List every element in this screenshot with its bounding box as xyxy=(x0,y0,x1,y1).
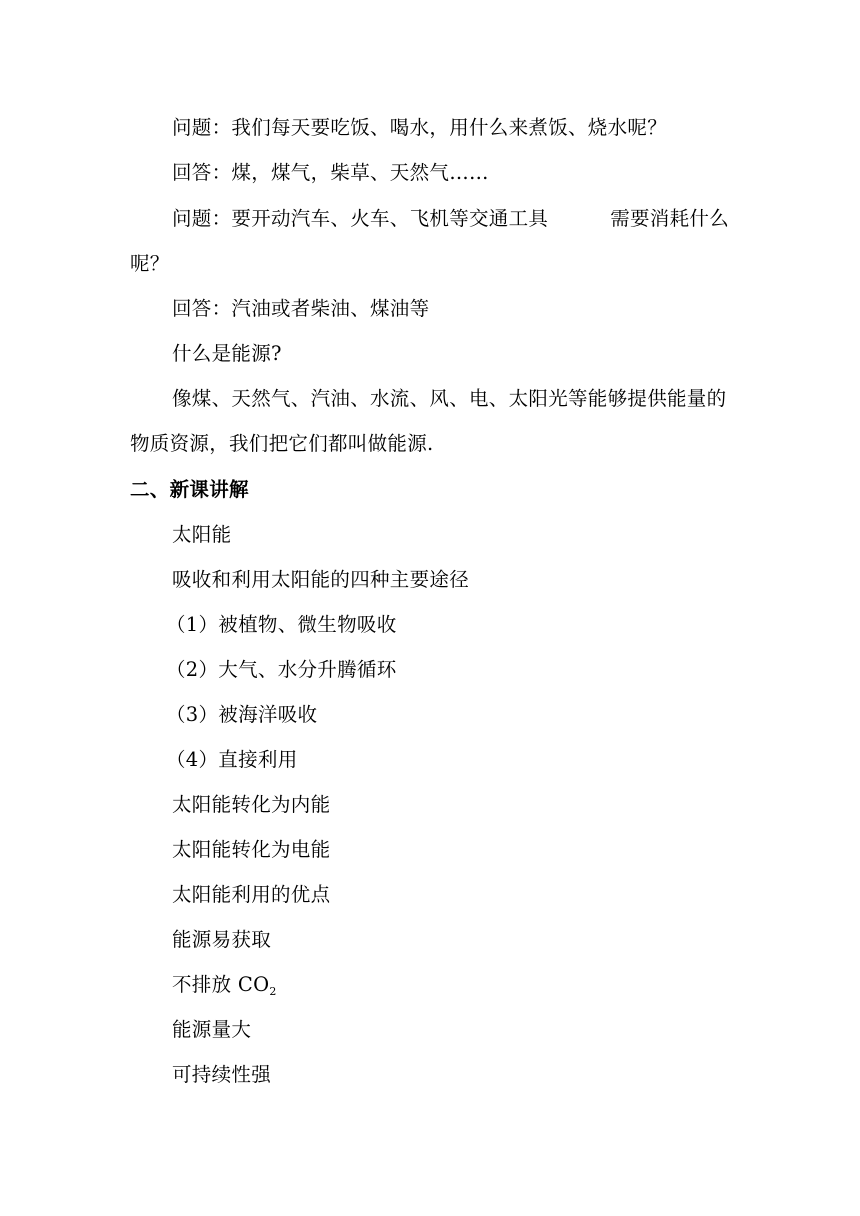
way-item: （4）直接利用 xyxy=(166,748,298,771)
question-transport xyxy=(172,206,729,232)
energy-definition-line2: 物质资源，我们把它们都叫做能源. xyxy=(130,432,434,455)
section-heading: 二、新课讲解 xyxy=(130,478,249,501)
conversion-internal: 太阳能转化为内能 xyxy=(172,793,331,816)
question-cooking: 问题：我们每天要吃饭、喝水，用什么来煮饭、烧水呢？ xyxy=(172,116,668,139)
advantage-no-co2 xyxy=(172,972,277,998)
energy-definition-line1: 像煤、天然气、汽油、水流、风、电、太阳光等能够提供能量的 xyxy=(172,387,727,410)
answer-transport: 回答：汽油或者柴油、煤油等 xyxy=(172,297,430,320)
way-item: （3）被海洋吸收 xyxy=(166,703,318,726)
co2-subscript: 2 xyxy=(269,985,277,998)
way-item: （2）大气、水分升腾循环 xyxy=(166,658,397,681)
question-transport-part2: 需要消耗什么 xyxy=(610,207,730,230)
topic-solar: 太阳能 xyxy=(172,523,232,546)
question-transport-wrap: 呢？ xyxy=(130,252,170,275)
advantages-title: 太阳能利用的优点 xyxy=(172,883,331,906)
conversion-electric: 太阳能转化为电能 xyxy=(172,838,331,861)
answer-cooking: 回答：煤，煤气，柴草、天然气…… xyxy=(172,161,489,184)
what-is-energy: 什么是能源? xyxy=(172,342,282,365)
advantage-sustainable: 可持续性强 xyxy=(172,1063,272,1086)
advantage-easy: 能源易获取 xyxy=(172,928,272,951)
question-transport-part1: 问题：要开动汽车、火车、飞机等交通工具 xyxy=(172,207,549,230)
ways-title: 吸收和利用太阳能的四种主要途径 xyxy=(172,568,470,591)
advantage-no-co2-text: 不排放 CO xyxy=(172,973,270,996)
advantage-large: 能源量大 xyxy=(172,1018,252,1041)
way-item: （1）被植物、微生物吸收 xyxy=(166,613,397,636)
